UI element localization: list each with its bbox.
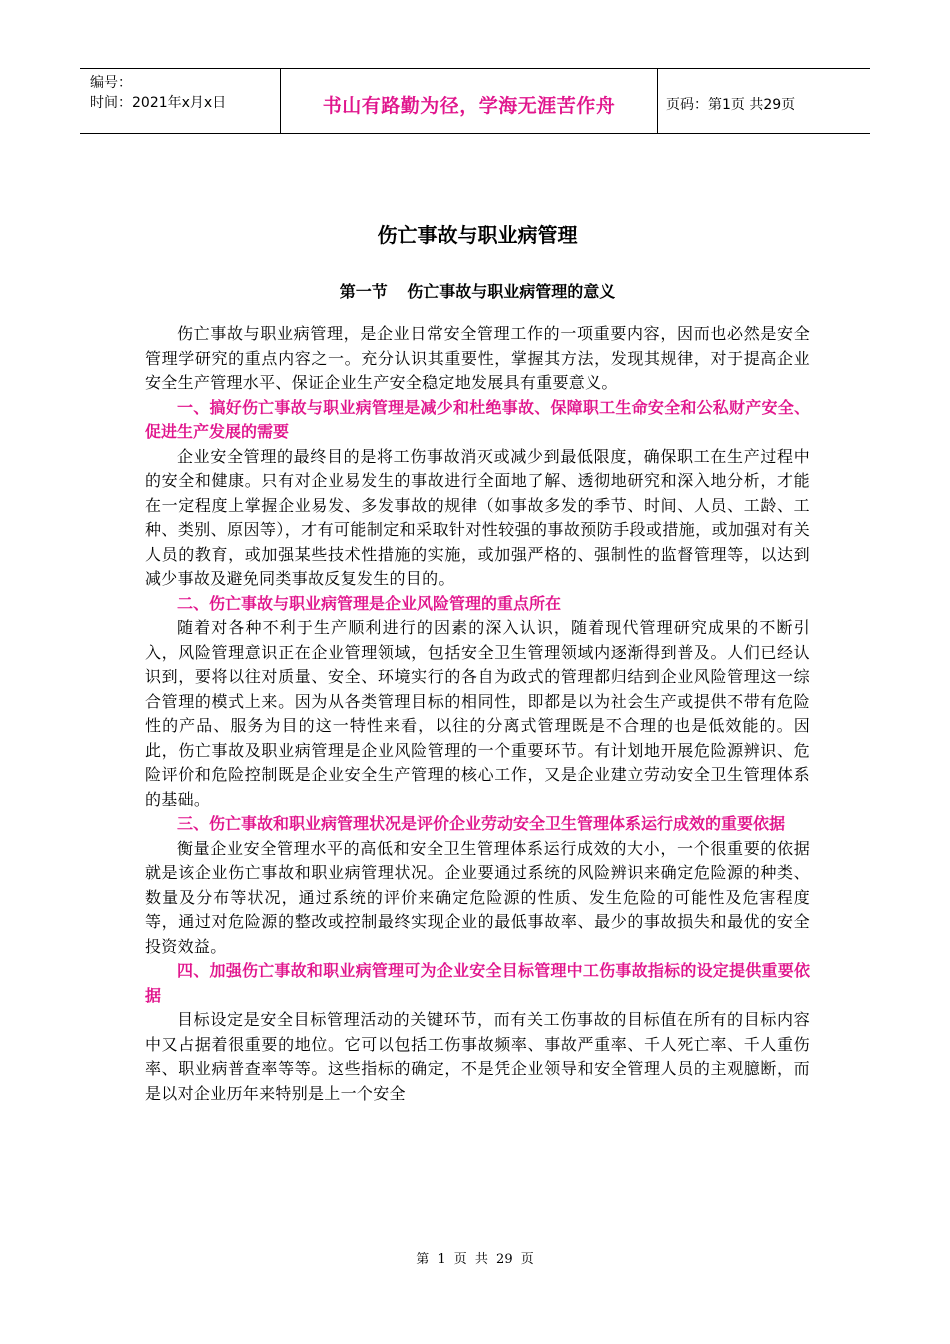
subsection-body-4: 目标设定是安全目标管理活动的关键环节，而有关工伤事故的目标值在所有的目标内容中又占据着很重要的地位。它可以包括工伤事故频率、事故严重率、千人死亡率、千人重伤率、职业病普查率等等。这些指标的确定，不是凭企业领导和安全管理人员的主观臆断，而是以对企业历年来特别是上一个安全 xyxy=(145,1010,810,1103)
subsection-body-1: 企业安全管理的最终目的是将工伤事故消灭或减少到最低限度，确保职工在生产过程中的安全和健康。只有对企业易发生的事故进行全面地了解、透彻地研究和深入地分析，才能在一定程度上掌握企业易发、多发事故的规律（如事故多发的季节、时间、人员、工龄、工种、类别、原因等），才有可能制定和采取针对性较强的事故预防手段或措施，或加强对有关人员的教育，或加强某些技术性措施的实施，或加强严格的、强制性的监督管理等，以达到减少事故及避免同类事故反复发生的目的。 xyxy=(145,446,810,588)
subsection-heading-1: 一、搞好伤亡事故与职业病管理是减少和杜绝事故、保障职工生命安全和公私财产安全、促进生产发展的需要 xyxy=(145,397,810,441)
subsection-body-2: 随着对各种不利于生产顺利进行的因素的深入认识，随着现代管理研究成果的不断引入，风险管理意识正在企业管理领域，包括安全卫生管理领域内逐渐得到普及。人们已经认识到，要将以往对质量、安全、环境实行的各自为政式的管理都归结到企业风险管理这一综合管理的模式上来。因为从各类管理目标的相同性，即都是以为社会生产或提供不带有危险性的产品、服务为目的这一特性来看，以往的分离式管理既是不合理的也是低效能的。因此，伤亡事故及职业病管理是企业风险管理的一个重要环节。有计划地开展危险源辨识、危险评价和危险控制既是企业安全生产管理的核心工作，又是企业建立劳动安全卫生管理体系的基础。 xyxy=(145,618,810,809)
header-motto: 书山有路勤为径，学海无涯苦作舟 xyxy=(280,69,658,133)
header-meta xyxy=(80,69,280,133)
page-header xyxy=(80,68,870,134)
time-label: 时间：2021年x月x日 xyxy=(90,95,227,111)
page-footer: 第 1 页 共 29 页 xyxy=(416,1252,534,1267)
subsection-heading-3: 三、伤亡事故和职业病管理状况是评价企业劳动安全卫生管理体系运行成效的重要依据 xyxy=(177,814,786,833)
header-page-info: 页码：第1页 共29页 xyxy=(666,97,796,113)
intro-paragraph: 伤亡事故与职业病管理，是企业日常安全管理工作的一项重要内容，因而也必然是安全管理学研究的重点内容之一。充分认识其重要性，掌握其方法，发现其规律，对于提高企业安全生产管理水平、保证企业生产安全稳定地发展具有重要意义。 xyxy=(145,324,810,392)
subsection-heading-2: 二、伤亡事故与职业病管理是企业风险管理的重点所在 xyxy=(177,593,562,613)
document-title: 伤亡事故与职业病管理 xyxy=(377,223,578,247)
document-body xyxy=(145,215,810,1106)
subsection-body-3: 衡量企业安全管理水平的高低和安全卫生管理体系运行成效的大小，一个很重要的依据就是该企业伤亡事故和职业病管理状况。企业要通过系统的风险辨识来确定危险源的种类、数量及分布等状况，通过系统的评价来确定危险源的性质、发生危险的可能性及危害程度等，通过对危险源的整改或控制最终实现企业的最低事故率、最少的事故损失和最优的安全投资效益。 xyxy=(145,838,810,956)
subsection-heading-4: 四、加强伤亡事故和职业病管理可为企业安全目标管理中工伤事故指标的设定提供重要依据 xyxy=(145,961,810,1005)
section-title: 第一节 伤亡事故与职业病管理的意义 xyxy=(339,282,616,301)
number-label: 编号： xyxy=(90,75,132,91)
